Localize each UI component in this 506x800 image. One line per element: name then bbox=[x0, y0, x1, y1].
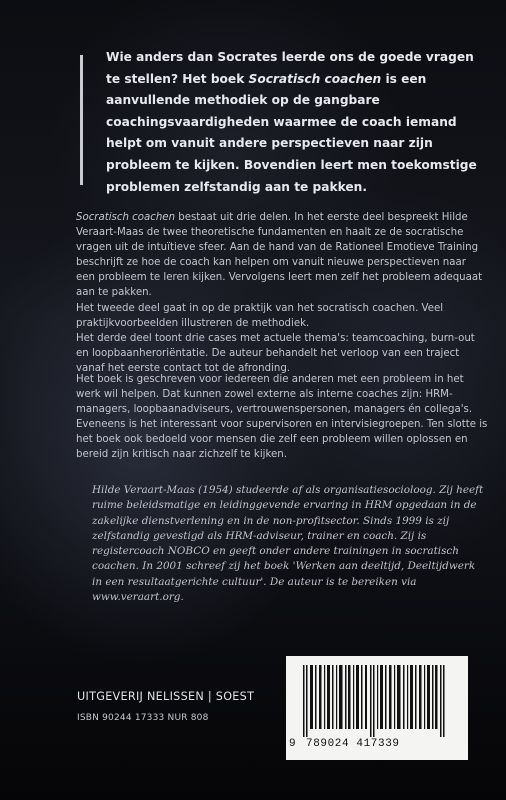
intro-text-2: is een aanvullende methodiek op de gangbare coachingsvaardigheden waarmee de coach iemand helpt om vanuit andere perspectieven naar zijn probleem te kijken. Bovendien leert men toekomstige problemen zelfstandig aan te pakken. bbox=[106, 71, 477, 194]
description-book-title: Socratisch coachen bbox=[76, 212, 176, 223]
barcode bbox=[286, 656, 468, 760]
audience-section bbox=[76, 372, 488, 463]
barcode-digits: 789024 417339 bbox=[306, 738, 400, 750]
description-section bbox=[76, 210, 488, 376]
author-bio: Hilde Veraart-Maas (1954) studeerde af als organisatiesocioloog. Zij heeft ruime beleidsmatige en leidinggevende ervaring in HRM opgedaan in de zakelijke dienstverlening en in de non-profitsector. Sinds 1999 is zij zelfstandig gevestigd als HRM-adviseur, trainer en coach. Zij is registercoach NOBCO en geeft onder andere trainingen in socratisch coachen. In 2001 schreef zij het boek 'Werken aan deeltijd, Deeltijdwerk in een resultaatgerichte cultuur'. De auteur is te bereiken via www.veraart.org. bbox=[92, 484, 484, 604]
description-paragraph-1 bbox=[76, 210, 488, 301]
intro-text-1: Wie anders dan Socrates leerde ons de goede vragen te stellen? Het boek bbox=[106, 50, 474, 86]
description-text-1: bestaat uit drie delen. In het eerste deel bespreekt Hilde Veraart-Maas de twee theoretische fundamenten en haalt ze de socratische vragen uit de intuïtieve sfeer. Aan de hand van de Rationeel Emotieve Training beschrijft ze hoe de coach kan helpen om vanuit nieuwe perspectieven naar een probleem te leren kijken. Vervolgens leert men zelf het probleem adequaat aan te pakken. bbox=[76, 212, 483, 299]
intro-blurb bbox=[106, 47, 481, 198]
barcode-bars bbox=[300, 665, 456, 737]
intro-book-title: Socratisch coachen bbox=[248, 71, 382, 86]
audience-paragraph: Het boek is geschreven voor iedereen die anderen met een probleem in het werk wil helpen. Dat kunnen zowel externe als interne coaches zijn: HRM-managers, loopbaanadviseurs, vertrouwenspersonen, managers én collega's. Eveneens is het interessant voor supervisoren en intervisiegroepen. Ten slotte is het boek ook bedoeld voor mensen die zelf een probleem willen oplossen en bereid zijn kritisch naar zichzelf te kijken. bbox=[76, 374, 488, 461]
description-paragraph-3: Het derde deel toont drie cases met actuele thema's: teamcoaching, burn-out en loopbaanheroriëntatie. De auteur behandelt het verloop van een traject vanaf het eerste contact tot de afronding. bbox=[76, 332, 475, 374]
barcode-first-digit: 9 bbox=[289, 738, 297, 750]
accent-bar bbox=[80, 55, 83, 185]
description-paragraph-2: Het tweede deel gaat in op de praktijk van het socratisch coachen. Veel praktijkvoorbeelden illustreren de methodiek. bbox=[76, 302, 444, 329]
publisher-name: UITGEVERIJ NELISSEN | SOEST bbox=[77, 690, 255, 703]
isbn-line: ISBN 90244 17333 NUR 808 bbox=[77, 713, 209, 723]
